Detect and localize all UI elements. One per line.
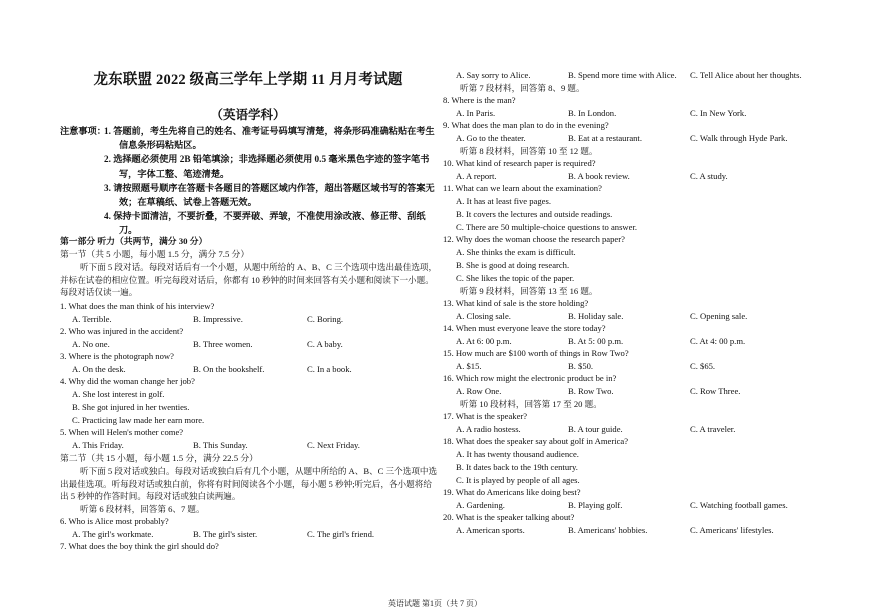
q7-option-c: C. Tell Alice about her thoughts. [690,70,802,80]
q19-option-c: C. Watching football games. [690,500,788,510]
q17-option-b: B. A tour guide. [568,424,623,434]
q10-option-c: C. A study. [690,171,728,181]
q11-option-a: A. It has at least five pages. [456,196,551,206]
q12-option-c: C. She likes the topic of the paper. [456,273,575,283]
q6-option-c: C. The girl's friend. [307,529,375,539]
section2-heading: 第二节（共 15 小题，每小题 1.5 分，满分 22.5 分） [60,453,258,463]
section2-instructions: 听下面 5 段对话或独白。每段对话或独白后有几个小题，从题中所给的 A、B、C 三个选项中选出最佳选项。听每段对话或独白前，你将有时间阅读各个小题，每小题 5 秒钟;听完后，各小题将给出 5 秒钟的作答时间。每段对话或独白读两遍。 [60,466,438,502]
q20-option-b: B. Americans' hobbies. [568,525,648,535]
q16-option-b: B. Row Two. [568,386,614,396]
q9-option-b: B. Eat at a restaurant. [568,133,642,143]
q12-option-b: B. She is good at doing research. [456,260,570,270]
q18-option-b: B. It dates back to the 19th century. [456,462,578,472]
notice-item-2: 2. 选择题必须使用 2B 铅笔填涂；非选择题必须使用 0.5 毫米黑色字迹的签字笔书写，字体工整、笔迹清楚。 [104,154,430,179]
question-9: 9. What does the man plan to do in the evening? [443,120,609,130]
q2-option-b: B. Three women. [193,339,253,349]
q18-option-a: A. It has twenty thousand audience. [456,449,579,459]
set-8-instruction: 听第 8 段材料，回答第 10 至 12 题。 [460,146,598,156]
question-8: 8. Where is the man? [443,95,516,105]
q18-option-c: C. It is played by people of all ages. [456,475,580,485]
question-7: 7. What does the boy think the girl should do? [60,541,219,551]
q10-option-a: A. A report. [456,171,497,181]
question-2: 2. Who was injured in the accident? [60,326,184,336]
q2-option-a: A. No one. [72,339,110,349]
q3-option-a: A. On the desk. [72,364,126,374]
question-5: 5. When will Helen's mother come? [60,427,184,437]
q15-option-a: A. $15. [456,361,482,371]
notice-item-3: 3. 请按照题号顺序在答题卡各题目的答题区域内作答，超出答题区域书写的答案无效；在草稿纸、试卷上答题无效。 [104,182,435,208]
q1-option-b: B. Impressive. [193,314,243,324]
q8-option-b: B. In London. [568,108,617,118]
q1-option-a: A. Terrible. [72,314,112,324]
q20-option-c: C. Americans' lifestyles. [690,525,774,535]
q3-option-c: C. In a book. [307,364,352,374]
q6-option-a: A. The girl's workmate. [72,529,154,539]
question-17: 17. What is the speaker? [443,411,528,421]
section1-heading: 第一节（共 5 小题，每小题 1.5 分，满分 7.5 分） [60,249,250,259]
q17-option-c: C. A traveler. [690,424,736,434]
q13-option-b: B. Holiday sale. [568,311,624,321]
q7-option-a: A. Say sorry to Alice. [456,70,531,80]
question-10: 10. What kind of research paper is required? [443,158,596,168]
page-footer: 英语试题 第1页（共 7 页） [388,599,482,608]
q8-option-a: A. In Paris. [456,108,496,118]
q14-option-b: B. At 5: 00 p.m. [568,336,624,346]
set-9-instruction: 听第 9 段材料，回答第 13 至 16 题。 [460,286,598,296]
question-11: 11. What can we learn about the examination? [443,183,602,193]
q2-option-c: C. A baby. [307,339,343,349]
part1-heading: 第一部分 听力（共两节，满分 30 分） [60,236,208,246]
q4-option-a: A. She lost interest in golf. [72,389,165,399]
question-13: 13. What kind of sale is the store holding? [443,298,589,308]
q11-option-c: C. There are 50 multiple-choice questions to answer. [456,222,637,232]
q5-option-b: B. This Sunday. [193,440,248,450]
set-7-instruction: 听第 7 段材料，回答第 8、9 题。 [460,83,585,93]
question-6: 6. Who is Alice most probably? [60,516,169,526]
q9-option-c: C. Walk through Hyde Park. [690,133,788,143]
q1-option-c: C. Boring. [307,314,344,324]
q11-option-b: B. It covers the lectures and outside readings. [456,209,613,219]
q14-option-c: C. At 4: 00 p.m. [690,336,746,346]
question-14: 14. When must everyone leave the store today? [443,323,606,333]
exam-subject: （英语学科） [210,108,286,122]
q17-option-a: A. A radio hostess. [456,424,521,434]
q19-option-a: A. Gardening. [456,500,505,510]
q13-option-c: C. Opening sale. [690,311,748,321]
notice-item-4: 4. 保持卡面清洁，不要折叠，不要弄破、弄皱，不准使用涂改液、修正带、刮纸刀。 [104,211,426,236]
q12-option-a: A. She thinks the exam is difficult. [456,247,576,257]
q8-option-c: C. In New York. [690,108,747,118]
q19-option-b: B. Playing golf. [568,500,623,510]
question-15: 15. How much are $100 worth of things in Row Two? [443,348,629,358]
q13-option-a: A. Closing sale. [456,311,511,321]
q15-option-c: C. $65. [690,361,716,371]
exam-title: 龙东联盟 2022 级高三学年上学期 11 月月考试题 [93,72,403,88]
q15-option-b: B. $50. [568,361,594,371]
q4-option-b: B. She got injured in her twenties. [72,402,190,412]
question-16: 16. Which row might the electronic product be in? [443,373,617,383]
q3-option-b: B. On the bookshelf. [193,364,265,374]
section1-instructions: 听下面 5 段对话。每段对话后有一个小题，从题中所给的 A、B、C 三个选项中选出最佳选项，并标在试卷的相应位置。听完每段对话后，你都有 10 秒钟的时间来回答有关小题和阅读下一小题。每段对话仅读一遍。 [60,262,438,298]
q6-option-b: B. The girl's sister. [193,529,258,539]
question-1: 1. What does the man think of his interview? [60,301,215,311]
q10-option-b: B. A book review. [568,171,630,181]
notice-label: 注意事项： [60,126,106,136]
q9-option-a: A. Go to the theater. [456,133,526,143]
question-3: 3. Where is the photograph now? [60,351,174,361]
set-6-instruction: 听第 6 段材料，回答第 6、7 题。 [80,504,205,514]
question-4: 4. Why did the woman change her job? [60,376,195,386]
notice-block [60,124,438,238]
q14-option-a: A. At 6: 00 p.m. [456,336,512,346]
q16-option-c: C. Row Three. [690,386,741,396]
question-19: 19. What do Americans like doing best? [443,487,581,497]
set-10-instruction: 听第 10 段材料，回答第 17 至 20 题。 [460,399,602,409]
q5-option-c: C. Next Friday. [307,440,360,450]
q20-option-a: A. American sports. [456,525,525,535]
q4-option-c: C. Practicing law made her earn more. [72,415,205,425]
question-18: 18. What does the speaker say about golf in America? [443,436,629,446]
question-20: 20. What is the speaker talking about? [443,512,575,522]
q16-option-a: A. Row One. [456,386,502,396]
question-12: 12. Why does the woman choose the research paper? [443,234,625,244]
q7-option-b: B. Spend more time with Alice. [568,70,677,80]
q5-option-a: A. This Friday. [72,440,124,450]
notice-item-1: 1. 答题前，考生先将自己的姓名、准考证号码填写清楚，将条形码准确粘贴在考生信息条形码粘贴区。 [104,126,435,151]
